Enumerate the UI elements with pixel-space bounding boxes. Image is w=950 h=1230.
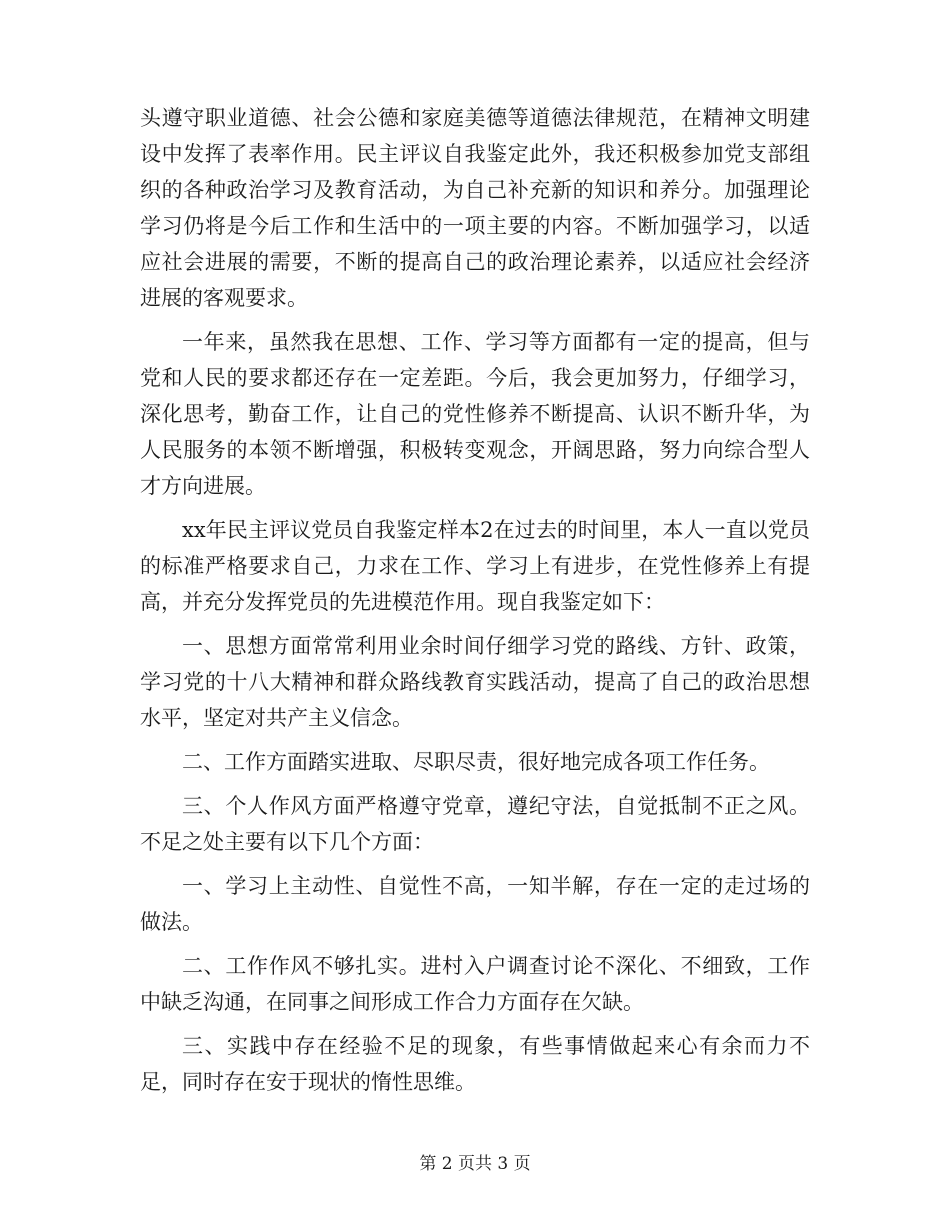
paragraph-2: 一年来，虽然我在思想、工作、学习等方面都有一定的提高，但与党和人民的要求都还存在一定差距。今后，我会更加努力，仔细学习，深化思考，勤奋工作，让自己的党性修养不断提高、认识不断升华，为人民服务的本领不断增强，积极转变观念，开阔思路，努力向综合型人才方向进展。: [140, 330, 810, 498]
paragraph-9: 三、实践中存在经验不足的现象，有些事情做起来心有余而力不足，同时存在安于现状的惰性思维。: [140, 1034, 810, 1094]
paragraph-6: 三、个人作风方面严格遵守党章，遵纪守法，自觉抵制不正之风。不足之处主要有以下几个方面：: [140, 794, 810, 854]
paragraph-7: 一、学习上主动性、自觉性不高，一知半解，存在一定的走过场的做法。: [140, 874, 810, 934]
page-number-label: 第 2 页共 3 页: [419, 1154, 531, 1174]
document-body: [140, 100, 810, 1100]
paragraph-5: 二、工作方面踏实进取、尽职尽责，很好地完成各项工作任务。: [182, 750, 770, 774]
paragraph-4: 一、思想方面常常利用业余时间仔细学习党的路线、方针、政策，学习党的十八大精神和群众路线教育实践活动，提高了自己的政治思想水平，坚定对共产主义信念。: [140, 634, 810, 730]
paragraph-1: 头遵守职业道德、社会公德和家庭美德等道德法律规范，在精神文明建设中发挥了表率作用。民主评议自我鉴定此外，我还积极参加党支部组织的各种政治学习及教育活动，为自己补充新的知识和养分。加强理论学习仍将是今后工作和生活中的一项主要的内容。不断加强学习，以适应社会进展的需要，不断的提高自己的政治理论素养，以适应社会经济进展的客观要求。: [140, 106, 810, 310]
paragraph-8: 二、工作作风不够扎实。进村入户调查讨论不深化、不细致，工作中缺乏沟通，在同事之间形成工作合力方面存在欠缺。: [140, 954, 810, 1014]
page-footer: [0, 1152, 950, 1176]
paragraph-3: xx年民主评议党员自我鉴定样本2在过去的时间里，本人一直以党员的标准严格要求自己，力求在工作、学习上有进步，在党性修养上有提高，并充分发挥党员的先进模范作用。现自我鉴定如下：: [140, 518, 810, 614]
